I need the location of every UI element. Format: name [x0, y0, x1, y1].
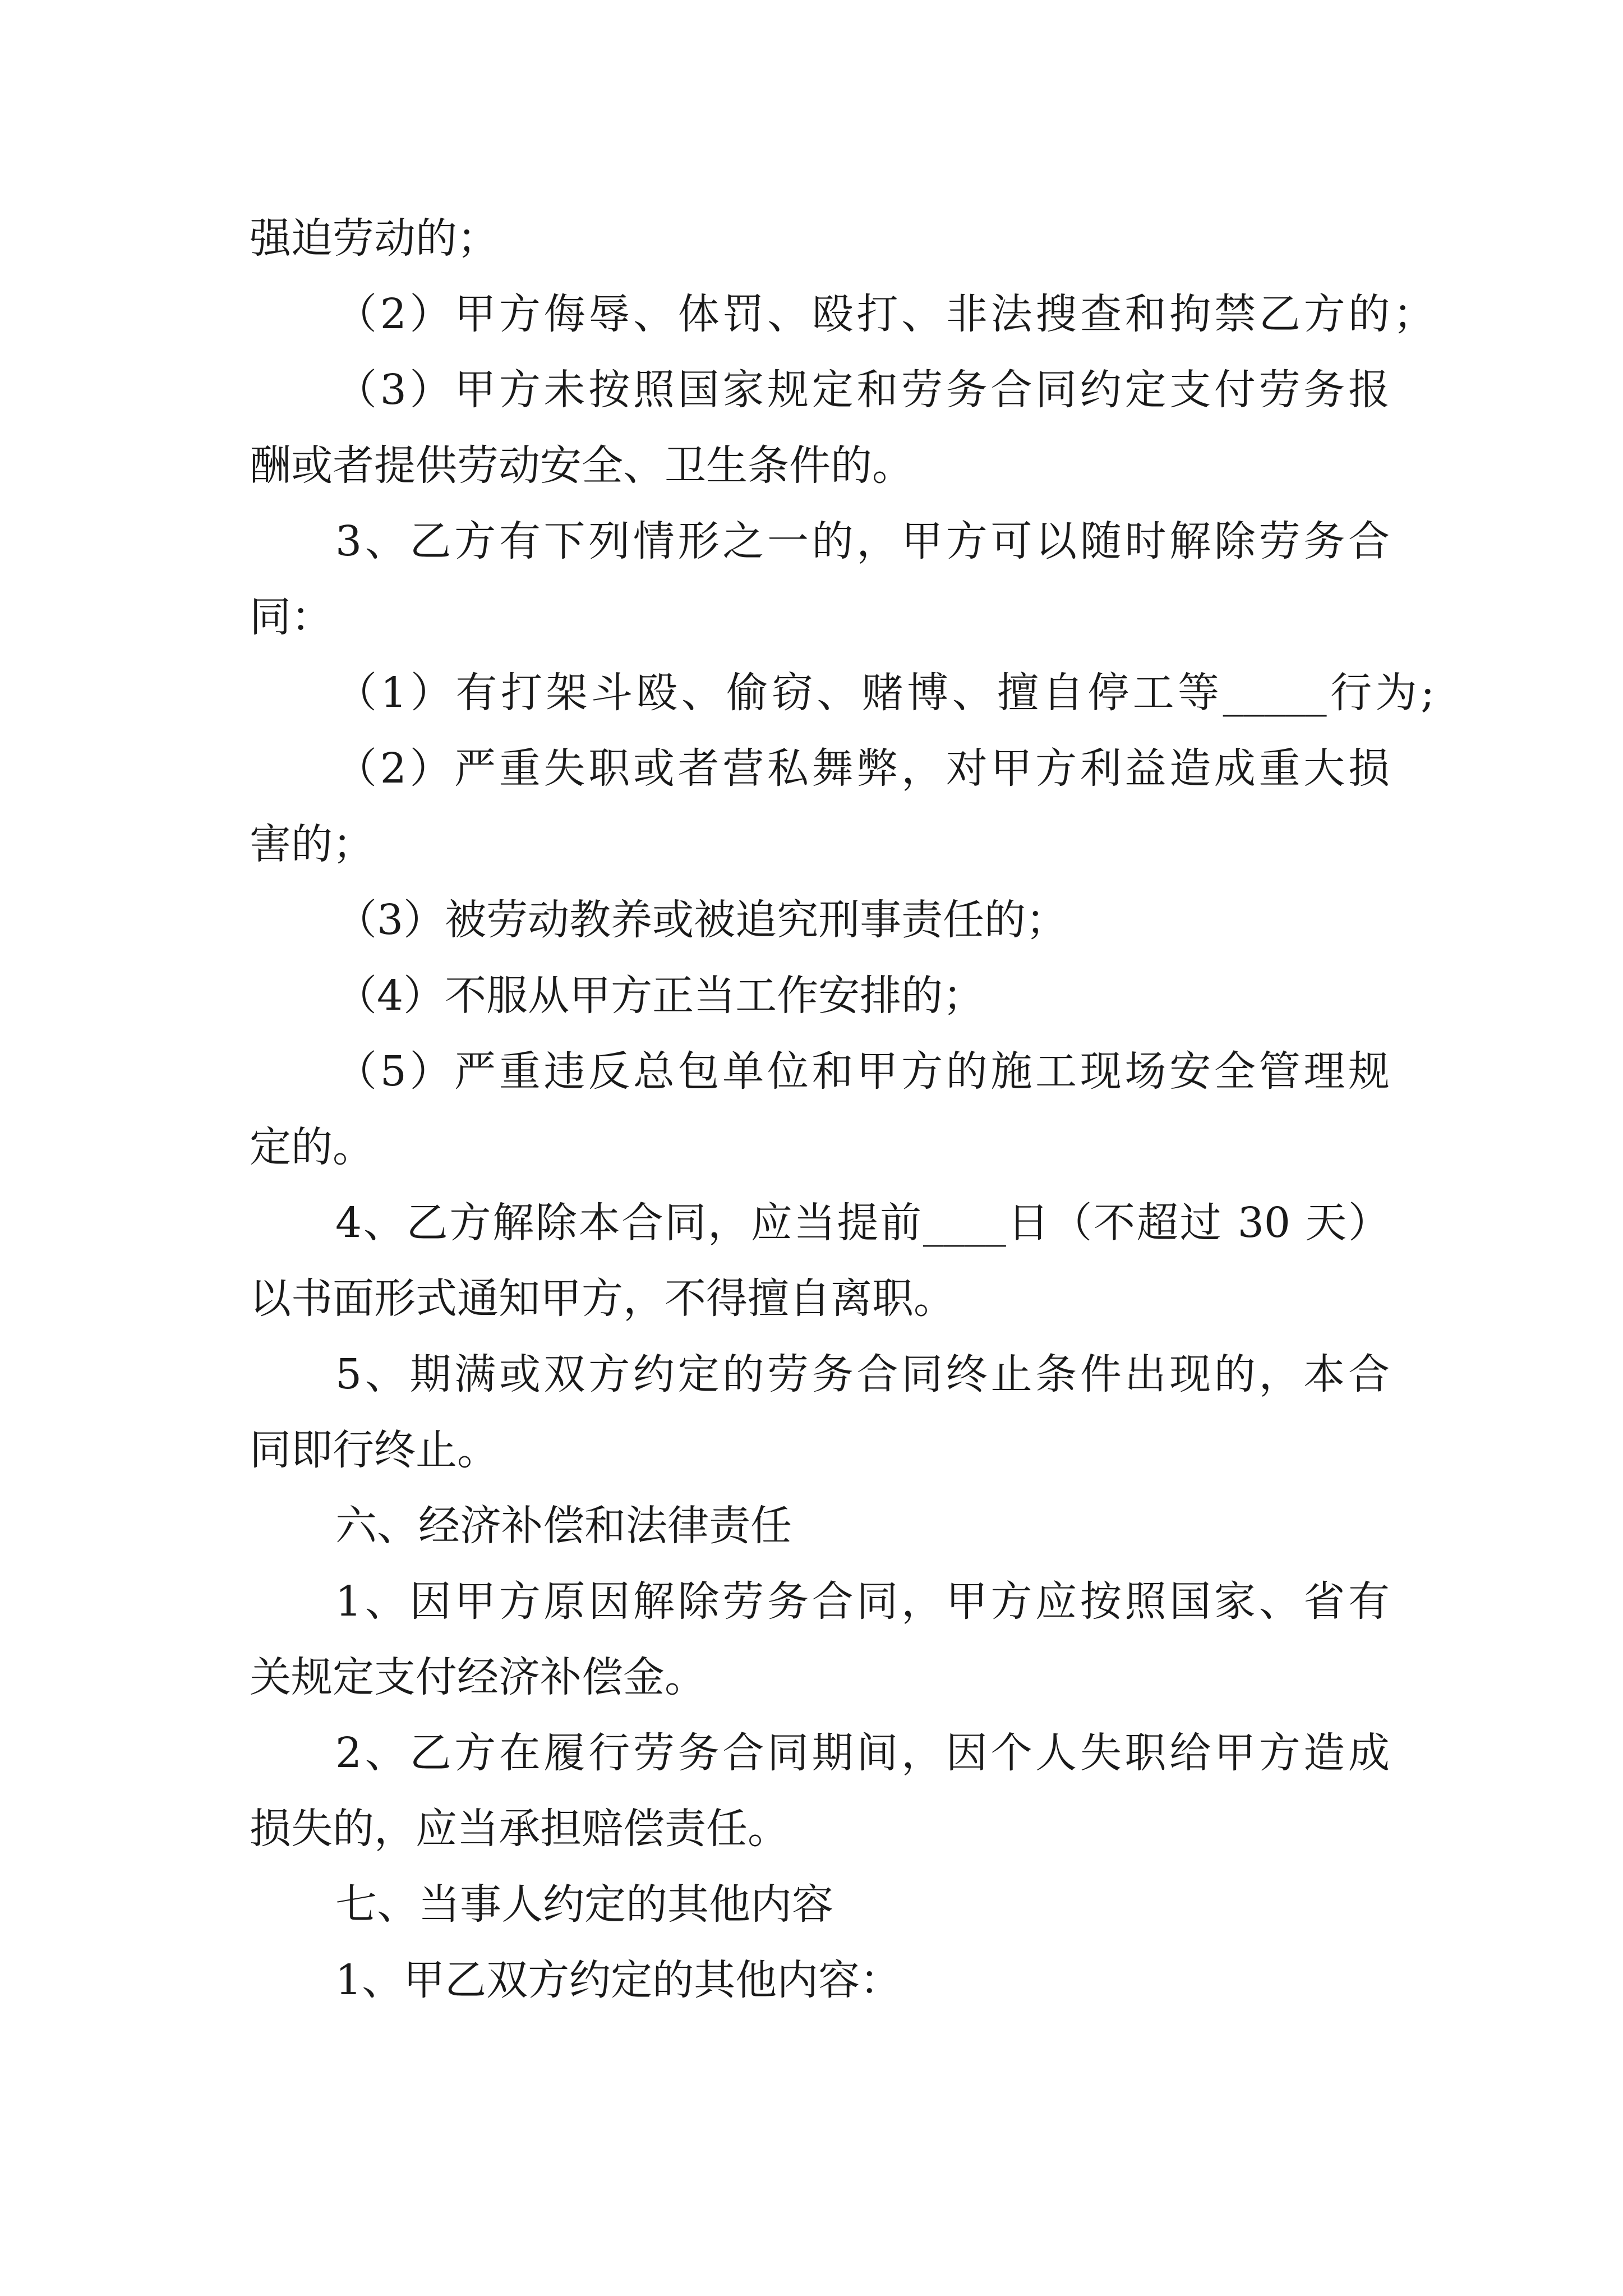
- text-line: （3）甲方未按照国家规定和劳务合同约定支付劳务报: [335, 366, 1390, 414]
- section-heading: 六、经济补偿和法律责任: [335, 1502, 792, 1550]
- text-line: 以书面形式通知甲方，不得擅自离职。: [250, 1274, 955, 1323]
- text-line: （4）不服从甲方正当工作安排的；: [335, 972, 985, 1020]
- text-line: 3、乙方有下列情形之一的，甲方可以随时解除劳务合: [335, 517, 1390, 565]
- text-line: 5、期满或双方约定的劳务合同终止条件出现的，本合: [335, 1350, 1390, 1398]
- text-line: 酬或者提供劳动安全、卫生条件的。: [250, 441, 914, 490]
- text-line: 强迫劳动的；: [250, 214, 499, 263]
- text-line: 损失的，应当承担赔偿责任。: [250, 1805, 789, 1853]
- text-line: 4、乙方解除本合同，应当提前____日（不超过 30 天）: [335, 1199, 1390, 1247]
- text-line: 害的；: [250, 820, 374, 868]
- text-line: （3）被劳动教养或被追究刑事责任的；: [335, 896, 1068, 944]
- text-line: 关规定支付经济补偿金。: [250, 1653, 706, 1701]
- text-line: 1、因甲方原因解除劳务合同，甲方应按照国家、省有: [335, 1577, 1390, 1626]
- text-line: 同即行终止。: [250, 1426, 499, 1474]
- text-line: 2、乙方在履行劳务合同期间，因个人失职给甲方造成: [335, 1729, 1390, 1777]
- text-line: （2）甲方侮辱、体罚、殴打、非法搜查和拘禁乙方的；: [335, 290, 1435, 338]
- section-heading: 七、当事人约定的其他内容: [335, 1880, 833, 1929]
- text-line: 1、甲乙双方约定的其他内容：: [335, 1956, 902, 2004]
- text-line: （1）有打架斗殴、偷窃、赌博、擅自停工等_____行为;: [335, 669, 1435, 717]
- text-line: （2）严重失职或者营私舞弊，对甲方利益造成重大损: [335, 744, 1390, 793]
- text-line: 同：: [250, 593, 333, 641]
- text-line: 定的。: [250, 1123, 374, 1171]
- text-line: （5）严重违反总包单位和甲方的施工现场安全管理规: [335, 1047, 1390, 1096]
